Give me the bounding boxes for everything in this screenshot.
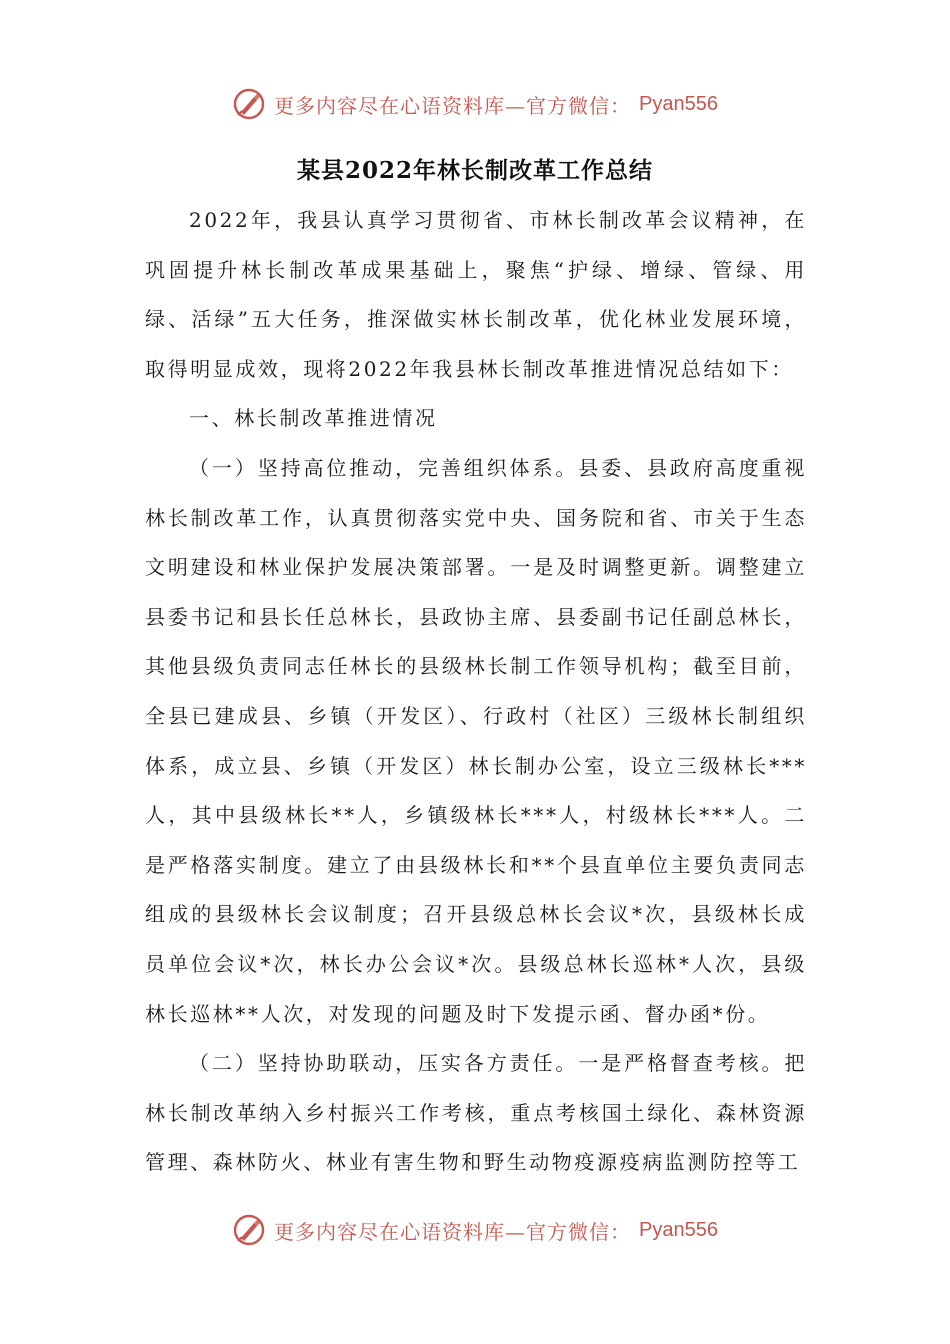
watermark-text: 更多内容尽在心语资料库—官方微信：	[274, 93, 632, 118]
intro-paragraph: 2022年，我县认真学习贯彻省、市林长制改革会议精神，在巩固提升林长制改革成果基础上，聚焦“护绿、增绿、管绿、用绿、活绿”五大任务，推深做实林长制改革，优化林业发展环境，取得明显成效，现将2022年我县林长制改革推进情况总结如下：	[145, 208, 807, 381]
body-paragraph: （二）坚持协助联动，压实各方责任。一是严格督查考核。把林长制改革纳入乡村振兴工作考核，重点考核国土绿化、森林资源管理、森林防火、林业有害生物和野生动物疫源疫病监测防控等工	[145, 1051, 807, 1175]
watermark-wechat-id: Pyan556	[639, 1218, 718, 1241]
document-body	[145, 196, 807, 1188]
document-title: 某县2022年林长制改革工作总结	[296, 157, 653, 184]
watermark-text: 更多内容尽在心语资料库—官方微信：	[274, 1219, 632, 1244]
watermark-banner-top	[0, 84, 950, 124]
watermark-wechat-id: Pyan556	[639, 92, 718, 115]
pen-logo-icon	[232, 87, 266, 121]
pen-logo-icon	[232, 1213, 266, 1247]
watermark-banner-bottom	[0, 1210, 950, 1250]
body-paragraph: （一）坚持高位推动，完善组织体系。县委、县政府高度重视林长制改革工作，认真贯彻落实党中央、国务院和省、市关于生态文明建设和林业保护发展决策部署。一是及时调整更新。调整建立县委书记和县长任总林长，县政协主席、县委副书记任副总林长，其他县级负责同志任林长的县级林长制工作领导机构；截至目前，全县已建成县、乡镇（开发区）、行政村（社区）三级林长制组织体系，成立县、乡镇（开发区）林长制办公室，设立三级林长***人，其中县级林长**人，乡镇级林长***人，村级林长***人。二是严格落实制度。建立了由县级林长和**个县直单位主要负责同志组成的县级林长会议制度；召开县级总林长会议*次，县级林长成员单位会议*次，林长办公会议*次。县级总林长巡林*人次，县级林长巡林**人次，对发现的问题及时下发提示函、督办函*份。	[145, 455, 807, 1026]
section-heading: 一、林长制改革推进情况	[189, 406, 438, 431]
